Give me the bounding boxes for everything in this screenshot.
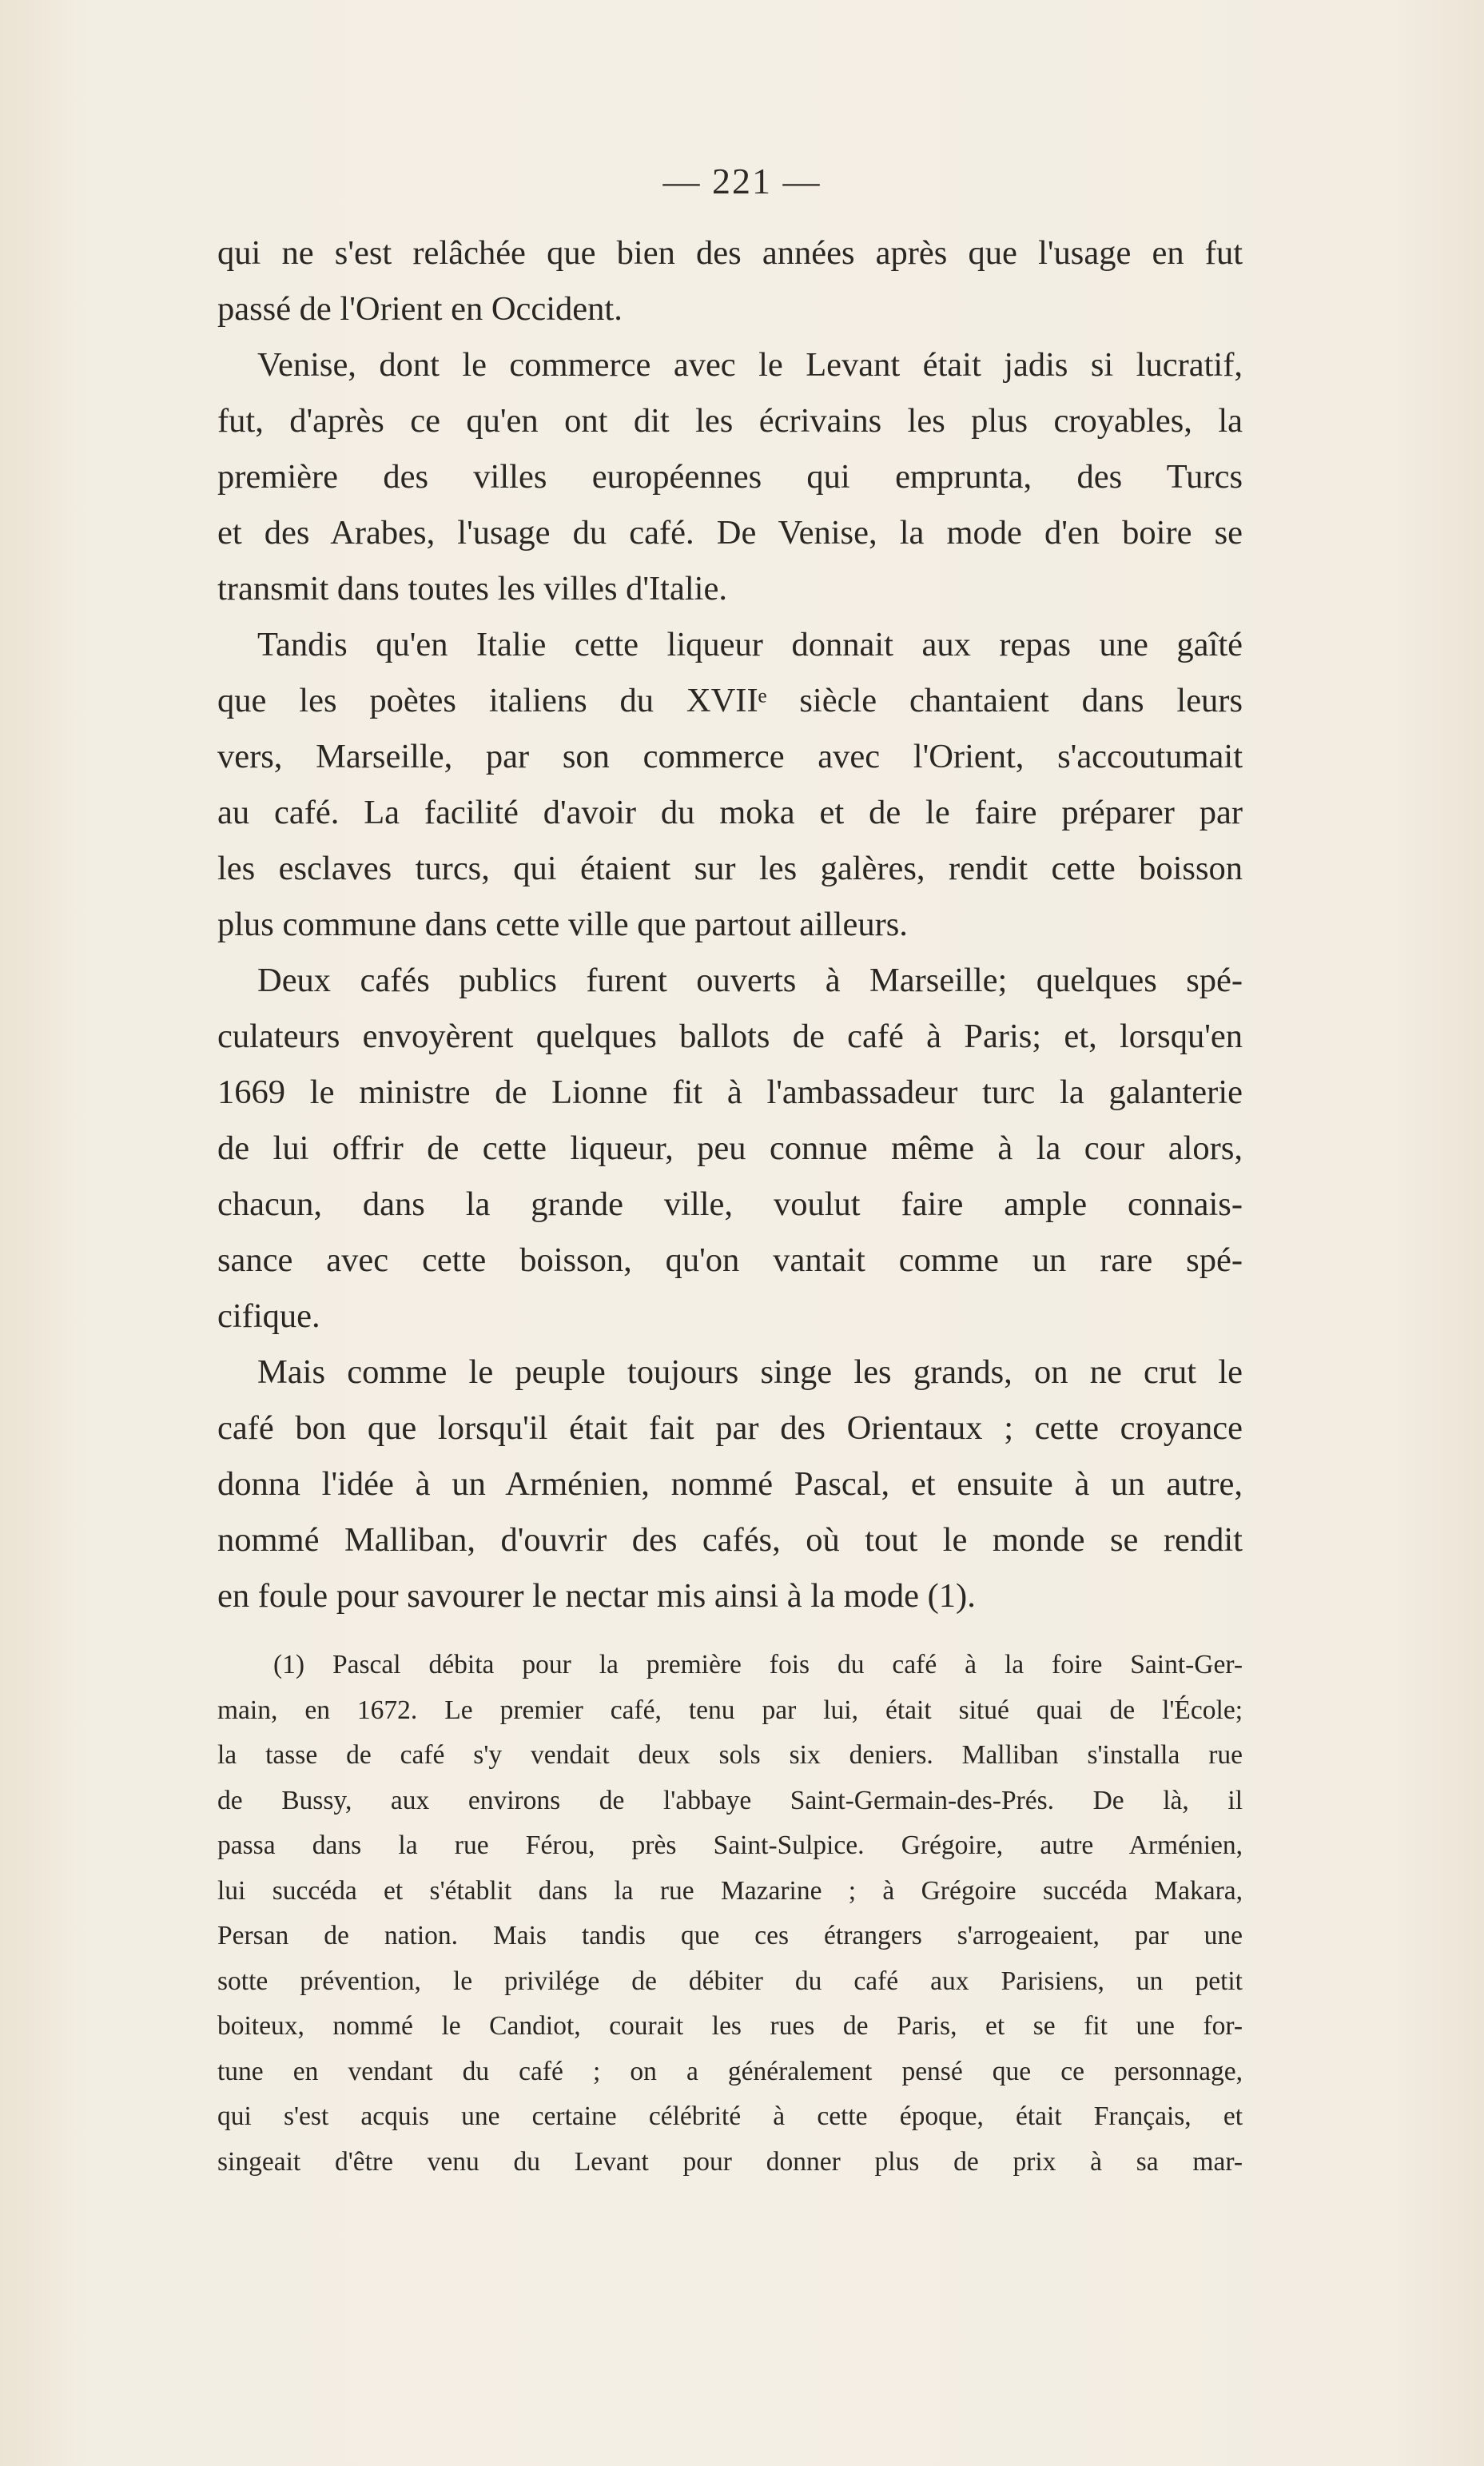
body-line: première des villes européennes qui emprunta, des Turcs: [217, 458, 1243, 496]
footnote-line: Persan de nation. Mais tandis que ces étrangers s'arrogeaient, par une: [217, 1921, 1243, 1950]
body-line: café bon que lorsqu'il était fait par des Orientaux ; cette croyance: [217, 1409, 1243, 1447]
footnote-line: tune en vendant du café ; on a généralement pensé que ce personnage,: [217, 2056, 1243, 2086]
body-line: transmit dans toutes les villes d'Italie.: [217, 570, 727, 608]
body-line: Tandis qu'en Italie cette liqueur donnait aux repas une gaîté: [257, 626, 1243, 663]
body-line: 1669 le ministre de Lionne fit à l'ambassadeur turc la galanterie: [217, 1074, 1243, 1111]
body-line: culateurs envoyèrent quelques ballots de café à Paris; et, lorsqu'en: [217, 1018, 1243, 1055]
footnote-line: (1) Pascal débita pour la première fois du café à la foire Saint-Ger-: [273, 1650, 1243, 1679]
body-line: chacun, dans la grande ville, voulut faire ample connais-: [217, 1185, 1243, 1223]
footnote-line: singeait d'être venu du Levant pour donner plus de prix à sa mar-: [217, 2146, 1243, 2177]
body-line: passé de l'Orient en Occident.: [217, 290, 623, 328]
body-line: cifique.: [217, 1297, 320, 1335]
footnote-block: [217, 1643, 1243, 2185]
footnote-line: sotte prévention, le privilége de débiter du café aux Parisiens, un petit: [217, 1966, 1243, 1996]
body-line: vers, Marseille, par son commerce avec l'Orient, s'accoutumait: [217, 738, 1243, 775]
footnote-line: lui succéda et s'établit dans la rue Mazarine ; à Grégoire succéda Makara,: [217, 1875, 1243, 1906]
body-line: sance avec cette boisson, qu'on vantait comme un rare spé-: [217, 1241, 1243, 1279]
footnote-line: main, en 1672. Le premier café, tenu par lui, était situé quai de l'École;: [217, 1695, 1243, 1725]
body-line: au café. La facilité d'avoir du moka et de le faire préparer par: [217, 794, 1243, 831]
footnote-line: de Bussy, aux environs de l'abbaye Saint-Germain-des-Prés. De là, il: [217, 1785, 1243, 1815]
body-line: donna l'idée à un Arménien, nommé Pascal, et ensuite à un autre,: [217, 1465, 1243, 1503]
body-line: plus commune dans cette ville que partout ailleurs.: [217, 906, 908, 943]
footnote-line: passa dans la rue Férou, près Saint-Sulpice. Grégoire, autre Arménien,: [217, 1831, 1243, 1860]
body-line: qui ne s'est relâchée que bien des années après que l'usage en fut: [217, 234, 1243, 272]
body-line: les esclaves turcs, qui étaient sur les galères, rendit cette boisson: [217, 850, 1243, 887]
page-number: — 221 —: [662, 161, 822, 201]
footnote-line: la tasse de café s'y vendait deux sols six deniers. Malliban s'installa rue: [217, 1740, 1243, 1770]
body-text: [217, 225, 1243, 1624]
footnote-line: boiteux, nommé le Candiot, courait les rues de Paris, et se fit une for-: [217, 2011, 1243, 2041]
body-line: fut, d'après ce qu'en ont dit les écrivains les plus croyables, la: [217, 402, 1243, 440]
body-line: de lui offrir de cette liqueur, peu connue même à la cour alors,: [217, 1129, 1243, 1167]
body-line: et des Arabes, l'usage du café. De Venise, la mode d'en boire se: [217, 514, 1243, 552]
body-line: Venise, dont le commerce avec le Levant était jadis si lucratif,: [257, 346, 1243, 384]
body-line: que les poètes italiens du XVIIᵉ siècle chantaient dans leurs: [217, 682, 1243, 719]
body-line: en foule pour savourer le nectar mis ainsi à la mode (1).: [217, 1577, 976, 1615]
body-line: nommé Malliban, d'ouvrir des cafés, où tout le monde se rendit: [217, 1521, 1243, 1559]
body-line: Deux cafés publics furent ouverts à Marseille; quelques spé-: [257, 962, 1243, 999]
body-line: Mais comme le peuple toujours singe les grands, on ne crut le: [257, 1353, 1243, 1391]
footnote-line: qui s'est acquis une certaine célébrité à cette époque, était Français, et: [217, 2101, 1243, 2131]
